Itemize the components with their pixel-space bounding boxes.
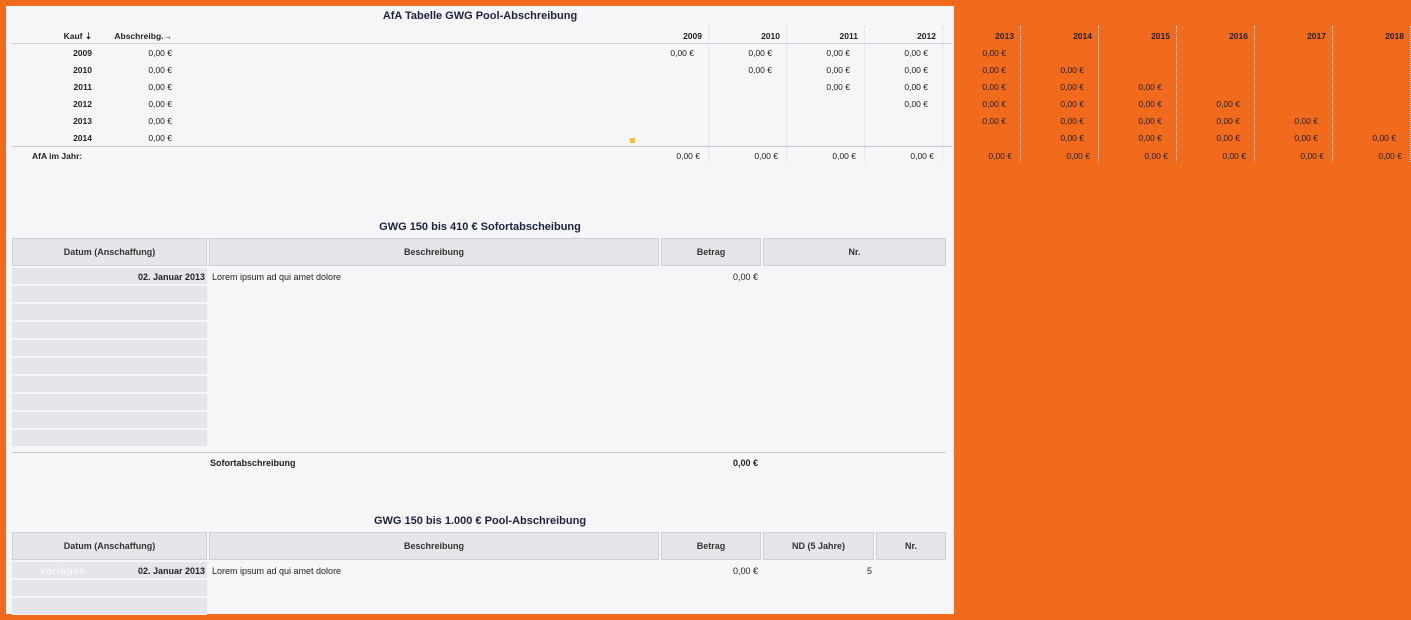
sofort-total-label: Sofortabschreibung: [210, 458, 296, 468]
year-header[interactable]: 2009: [683, 31, 702, 41]
year-header[interactable]: 2012: [917, 31, 936, 41]
afa-cell[interactable]: 0,00 €: [904, 48, 928, 58]
datum-cell[interactable]: [12, 394, 207, 411]
abschreibg-value[interactable]: 0,00 €: [148, 48, 172, 58]
kauf-year[interactable]: 2010: [73, 65, 92, 75]
year-header[interactable]: 2017: [1307, 31, 1326, 41]
afa-sum-cell[interactable]: 0,00 €: [1144, 151, 1168, 161]
abschreibg-value[interactable]: 0,00 €: [148, 82, 172, 92]
sofort-header-nr[interactable]: Nr.: [763, 238, 946, 266]
column-divider: [1254, 26, 1255, 162]
datum-cell[interactable]: [12, 358, 207, 375]
afa-row: [12, 61, 1084, 78]
afa-cell[interactable]: 0,00 €: [982, 82, 1006, 92]
abschreibg-value[interactable]: 0,00 €: [148, 65, 172, 75]
afa-cell[interactable]: 0,00 €: [1216, 99, 1240, 109]
year-header[interactable]: 2010: [761, 31, 780, 41]
afa-cell[interactable]: 0,00 €: [826, 65, 850, 75]
afa-sum-cell[interactable]: 0,00 €: [1066, 151, 1090, 161]
datum-cell[interactable]: [12, 304, 207, 321]
afa-sum-cell[interactable]: 0,00 €: [1378, 151, 1402, 161]
datum-cell[interactable]: [12, 340, 207, 357]
year-header[interactable]: 2014: [1073, 31, 1092, 41]
year-header[interactable]: 2018: [1385, 31, 1404, 41]
afa-cell[interactable]: 0,00 €: [1138, 133, 1162, 143]
datum-cell[interactable]: [12, 430, 207, 447]
year-header[interactable]: 2016: [1229, 31, 1248, 41]
sofort-total-divider: [12, 452, 946, 453]
pool-nd-value[interactable]: 5: [866, 566, 872, 576]
afa-cell[interactable]: 0,00 €: [904, 65, 928, 75]
pool-beschreibung-value[interactable]: Lorem ipsum ad qui amet dolore: [212, 566, 342, 576]
spreadsheet: [6, 6, 1404, 614]
abschreibg-value[interactable]: 0,00 €: [148, 133, 172, 143]
sofort-total-value: 0,00 €: [732, 458, 758, 468]
sofort-header-beschreibung[interactable]: Beschreibung: [209, 238, 659, 266]
watermark: vorlagen: [40, 566, 87, 577]
afa-cell[interactable]: 0,00 €: [1060, 99, 1084, 109]
kauf-year[interactable]: 2009: [73, 48, 92, 58]
datum-cell[interactable]: [12, 286, 207, 303]
abschreibg-value[interactable]: 0,00 €: [148, 116, 172, 126]
afa-cell[interactable]: 0,00 €: [1294, 133, 1318, 143]
afa-header-row: [12, 26, 1404, 44]
pool-title: GWG 150 bis 1.000 € Pool-Abschreibung: [373, 515, 587, 527]
afa-row: [12, 95, 1240, 112]
afa-cell[interactable]: 0,00 €: [1216, 133, 1240, 143]
afa-sum-label: AfA im Jahr:: [32, 151, 83, 161]
pool-header-datum[interactable]: Datum (Anschaffung): [12, 532, 207, 560]
afa-row: [12, 129, 1396, 146]
sofort-header-betrag[interactable]: Betrag: [661, 238, 761, 266]
afa-cell[interactable]: 0,00 €: [1060, 116, 1084, 126]
afa-row: [12, 44, 1006, 61]
afa-cell[interactable]: 0,00 €: [748, 48, 772, 58]
sofort-beschreibung-value[interactable]: Lorem ipsum ad qui amet dolore: [212, 272, 342, 282]
afa-cell[interactable]: 0,00 €: [1138, 99, 1162, 109]
afa-sum-cell[interactable]: 0,00 €: [910, 151, 934, 161]
datum-cell[interactable]: [12, 598, 207, 615]
afa-cell[interactable]: 0,00 €: [1216, 116, 1240, 126]
column-divider: [1176, 26, 1177, 162]
afa-cell[interactable]: 0,00 €: [1138, 116, 1162, 126]
afa-sum-cell[interactable]: 0,00 €: [1222, 151, 1246, 161]
afa-cell[interactable]: 0,00 €: [982, 48, 1006, 58]
col-kauf[interactable]: Kauf ⇣: [63, 31, 92, 41]
afa-cell[interactable]: 0,00 €: [904, 82, 928, 92]
afa-cell[interactable]: 0,00 €: [1138, 82, 1162, 92]
afa-cell[interactable]: 0,00 €: [1372, 133, 1396, 143]
afa-sum-cell[interactable]: 0,00 €: [832, 151, 856, 161]
afa-sum-cell[interactable]: 0,00 €: [988, 151, 1012, 161]
datum-cell[interactable]: [12, 580, 207, 597]
year-header[interactable]: 2013: [995, 31, 1014, 41]
abschreibg-value[interactable]: 0,00 €: [148, 99, 172, 109]
year-header[interactable]: 2011: [839, 31, 858, 41]
sofort-betrag-value[interactable]: 0,00 €: [732, 272, 758, 282]
pool-header-nd[interactable]: ND (5 Jahre): [763, 532, 874, 560]
datum-cell[interactable]: [12, 322, 207, 339]
kauf-year[interactable]: 2013: [73, 116, 92, 126]
kauf-year[interactable]: 2012: [73, 99, 92, 109]
afa-cell[interactable]: 0,00 €: [982, 99, 1006, 109]
sofort-title: GWG 150 bis 410 € Sofortabscheibung: [379, 221, 581, 233]
afa-cell[interactable]: 0,00 €: [826, 82, 850, 92]
afa-row: [12, 112, 1318, 129]
kauf-year[interactable]: 2011: [73, 82, 92, 92]
afa-sum-row: [12, 146, 1402, 162]
afa-cell[interactable]: 0,00 €: [1060, 82, 1084, 92]
pool-header-nr[interactable]: Nr.: [876, 532, 946, 560]
datum-cell[interactable]: [12, 376, 207, 393]
year-header[interactable]: 2015: [1151, 31, 1170, 41]
afa-cell[interactable]: 0,00 €: [826, 48, 850, 58]
afa-cell[interactable]: 0,00 €: [1294, 116, 1318, 126]
kauf-year[interactable]: 2014: [73, 133, 92, 143]
column-divider: [1332, 26, 1333, 162]
pool-header-beschreibung[interactable]: Beschreibung: [209, 532, 659, 560]
col-abschreibg[interactable]: Abschreibg.→: [114, 31, 172, 41]
pool-datum-value[interactable]: 02. Januar 2013: [137, 566, 205, 576]
afa-sum-cell[interactable]: 0,00 €: [676, 151, 700, 161]
afa-row: [12, 78, 1162, 95]
afa-cell[interactable]: 0,00 €: [982, 116, 1006, 126]
afa-sum-cell[interactable]: 0,00 €: [1300, 151, 1324, 161]
afa-cell[interactable]: 0,00 €: [748, 65, 772, 75]
column-divider: [1098, 26, 1099, 162]
afa-title: AfA Tabelle GWG Pool-Abschreibung: [382, 10, 578, 22]
datum-cell[interactable]: [12, 412, 207, 429]
pool-header-betrag[interactable]: Betrag: [661, 532, 761, 560]
afa-cell[interactable]: 0,00 €: [904, 99, 928, 109]
sofort-header-datum[interactable]: Datum (Anschaffung): [12, 238, 207, 266]
comment-marker-icon[interactable]: [630, 138, 635, 143]
afa-cell[interactable]: 0,00 €: [1060, 65, 1084, 75]
column-divider: [1020, 26, 1021, 162]
afa-sum-cell[interactable]: 0,00 €: [754, 151, 778, 161]
afa-cell[interactable]: 0,00 €: [982, 65, 1006, 75]
afa-cell[interactable]: 0,00 €: [1060, 133, 1084, 143]
pool-betrag-value[interactable]: 0,00 €: [732, 566, 758, 576]
afa-table: [12, 26, 1404, 162]
sofort-datum-value[interactable]: 02. Januar 2013: [137, 272, 205, 282]
afa-cell[interactable]: 0,00 €: [670, 48, 694, 58]
